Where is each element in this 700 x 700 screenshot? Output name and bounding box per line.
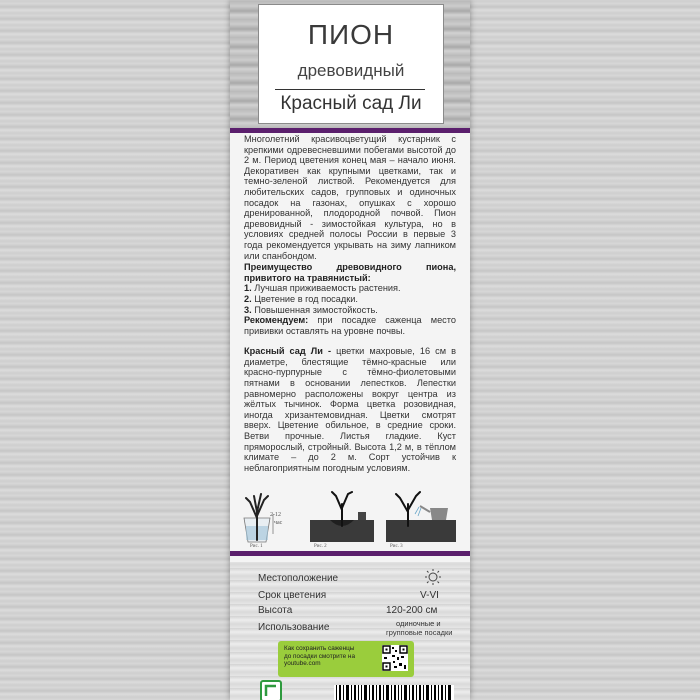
description-block <box>244 134 456 473</box>
purple-band-top <box>230 128 470 133</box>
brand-logo-icon <box>260 680 282 700</box>
product-title: ПИОН <box>307 19 395 50</box>
watering-illustration <box>386 492 456 542</box>
usage-value-1: одиночные и <box>396 619 441 628</box>
planting-illustrations <box>240 490 460 550</box>
intro-paragraph: Многолетний красивоцветущий кустарник с крепкими одревесневшими побегами высотой до 2 м. Период цветения конец мая – начало июня. Декоративен как крупными цветками, так и темно-зеленой листвой. Рекомендуется для любительских садов, групповых и одиночных посадок на газонах, опушках с хорошо дренированной, плодородной почвой. Пион древовидный - зимостойкая культура, но в условиях средней полосы России в первые 3 года рекомендуется укрывать на зиму лапником или спанбондом. <box>244 134 456 261</box>
bloom-value: V-VI <box>420 590 439 601</box>
fig1-unit: час <box>274 520 283 526</box>
product-subtitle: древовидный <box>297 61 405 80</box>
purple-band-bottom <box>230 551 470 556</box>
height-label: Высота <box>258 605 293 616</box>
video-text: Как сохранить саженцы до посадки смотрите на youtube.com <box>284 645 356 667</box>
advantage-item: 3. Повышенная зимостойкость. <box>244 304 378 315</box>
usage-label: Использование <box>258 622 330 633</box>
recommend-paragraph: Рекомендуем: при посадке саженца место прививки оставлять на уровне почвы. <box>244 315 456 336</box>
video-info-box <box>278 641 414 677</box>
advantage-item: 2. Цветение в год посадки. <box>244 293 358 304</box>
advantages-heading: Преимущество древовидного пиона, привитого на травянистый: <box>244 262 456 283</box>
variety-paragraph: Красный сад Ли - цветки махровые, 16 см в диаметре, блестящие тёмно-красные или красно-пурпурные с тёмно-фиолетовыми пятнами в основании лепестков. Лепестки равномерно расположены вокруг центра из жёлтых тычинок. Форма цветка розовидная, иногда хризантемовидная. Цветки смотрят вверх. Цветение обильное, в средние сроки. Ветви прочные. Листья гладкие. Куст пряморослый, стройный. Высота 1,2 м, в тёплом климате – до 2 м. Сорт устойчив к неблагоприятным погодным условиям. <box>244 346 456 473</box>
sun-icon <box>424 568 442 591</box>
advantage-item: 1. Лучшая приживаемость растения. <box>244 283 401 294</box>
bloom-label: Срок цветения <box>258 590 327 601</box>
fig3-label: Рис. 3 <box>390 544 403 549</box>
title-card <box>258 4 444 124</box>
location-label: Местоположение <box>258 573 339 584</box>
height-value: 120-200 см <box>386 605 438 616</box>
barcode <box>334 685 454 700</box>
usage-value-2: групповые посадки <box>386 628 453 637</box>
title-divider <box>275 89 425 90</box>
seed-package <box>230 0 470 700</box>
variety-name: Красный сад Ли <box>280 93 422 114</box>
fig1-time: 2-12 <box>270 512 281 518</box>
fig1-label: Рис. 1 <box>250 544 263 549</box>
bucket-seedling-illustration <box>244 494 273 542</box>
qr-code[interactable] <box>382 645 408 671</box>
planting-figures <box>240 490 460 550</box>
planting-hole-illustration <box>310 492 374 542</box>
fig2-label: Рис. 2 <box>314 544 327 549</box>
